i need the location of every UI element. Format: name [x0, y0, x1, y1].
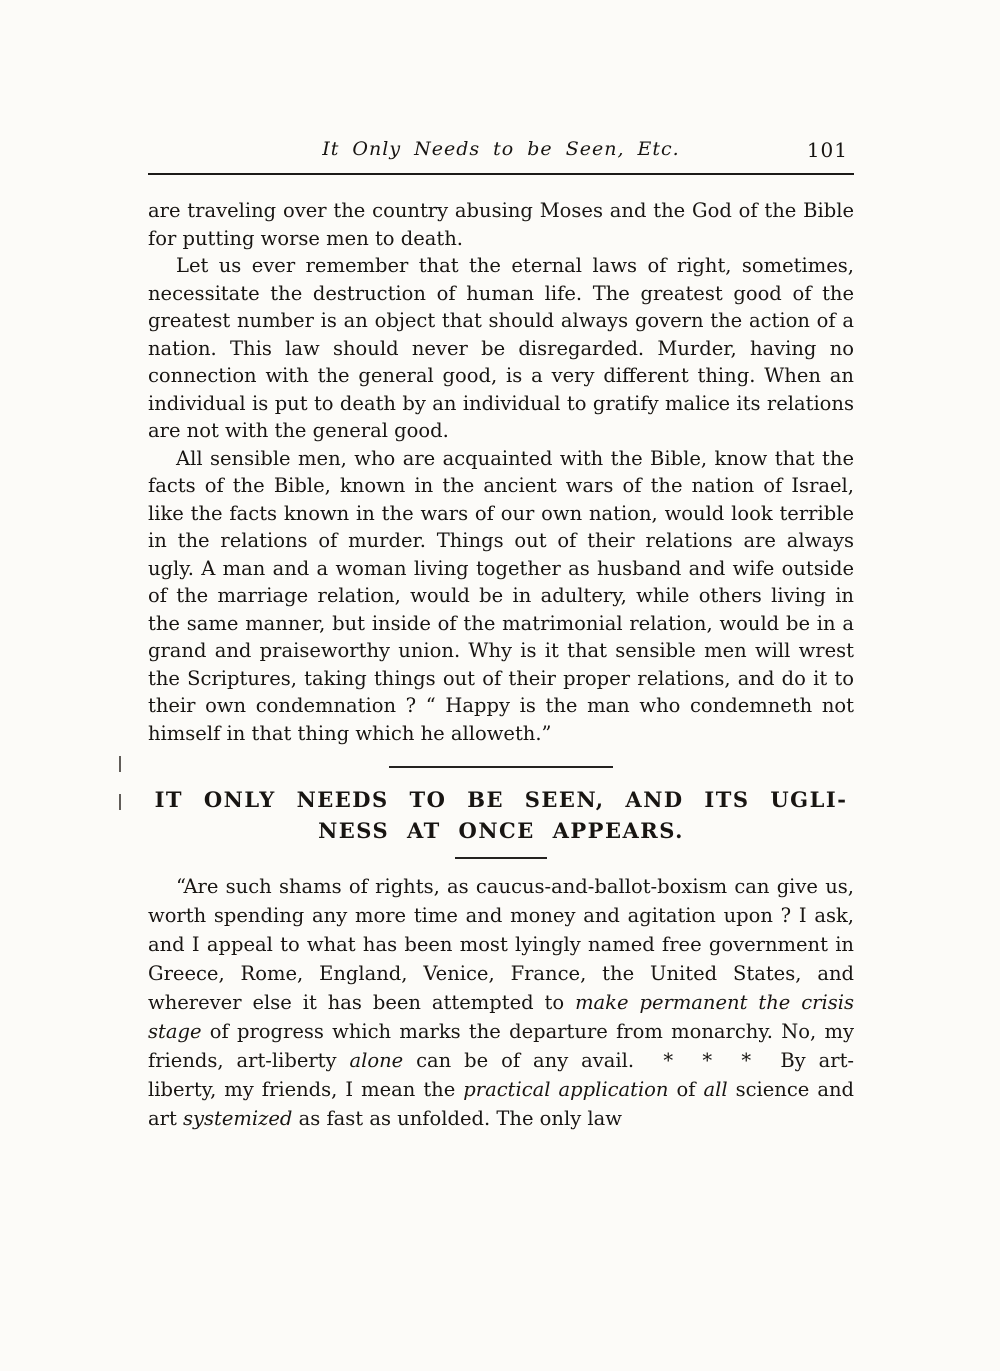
italic-text-run: systemized — [182, 1107, 293, 1130]
text-run: can be of any avail. * * * By art-liberty, my friends, I mean the — [148, 1049, 854, 1101]
italic-text-run: alone — [349, 1049, 404, 1072]
paragraph — [148, 445, 854, 748]
text-run: All sensible men, who are acquainted with the Bible, know that the facts of the Bible, known in the ancient wars of the nation of Israel, like the facts known in the wars of our own nation, would look terrible in the relations of murder. Things out of their relations are always ugly. A man and a woman living together as husband and wife outside of the marriage relation, would be in adultery, while others living in the same manner, but inside of the matrimonial relation, would be in a grand and praiseworthy union. Why is it that sensible men will wrest the Scriptures, taking things out of their proper relations, and do it to their own condemnation ? “ Happy is the man who condemneth not himself in that thing which he alloweth.” — [148, 446, 854, 745]
text-run: of progress which marks the departure from monarchy. No, my friends, art-liberty — [148, 1020, 854, 1072]
margin-mark — [119, 794, 121, 810]
body-text — [148, 197, 854, 1133]
paragraph — [148, 872, 854, 1133]
text-run: as fast as unfolded. The only law — [292, 1107, 622, 1130]
section-heading-line: NESS AT ONCE APPEARS. — [318, 818, 684, 843]
section-heading-line: IT ONLY NEEDS TO BE SEEN, AND ITS UGLI- — [154, 787, 848, 812]
page-header — [148, 138, 854, 164]
paragraph — [148, 252, 854, 445]
paragraph — [148, 197, 854, 252]
italic-text-run: practical application — [463, 1078, 669, 1101]
section-heading — [148, 784, 854, 846]
header-rule — [148, 173, 854, 175]
running-title: It Only Needs to be Seen, Etc. — [322, 138, 680, 160]
section-divider-bottom — [455, 857, 547, 859]
paragraph-block-top — [148, 197, 854, 747]
text-run: “Are such shams of rights, as caucus-and-ballot-boxism can give us, worth spending any more time and money and agitation upon ? I ask, and I appeal to what has been most lyingly named free government in Greece, Rome, England, Venice, France, the United States, and wherever else it has been attempted to — [148, 875, 854, 1014]
page-number: 101 — [806, 138, 848, 162]
text-run: of — [668, 1078, 704, 1101]
section-divider-top — [389, 766, 613, 768]
paragraph-block-section — [148, 872, 854, 1133]
italic-text-run: make permanent the crisis stage — [148, 991, 854, 1043]
italic-text-run: all — [703, 1078, 728, 1101]
text-run: Let us ever remember that the eternal laws of right, sometimes, necessitate the destruction of human life. The greatest good of the greatest number is an object that should always govern the action of a nation. This law should never be disregarded. Murder, having no connection with the general good, is a very different thing. When an individual is put to death by an individual to gratify malice its relations are not with the general good. — [148, 254, 854, 442]
text-run: science and art — [148, 1078, 854, 1130]
margin-mark — [119, 756, 121, 772]
text-run: are traveling over the country abusing Moses and the God of the Bible for putting worse men to death. — [148, 199, 854, 250]
